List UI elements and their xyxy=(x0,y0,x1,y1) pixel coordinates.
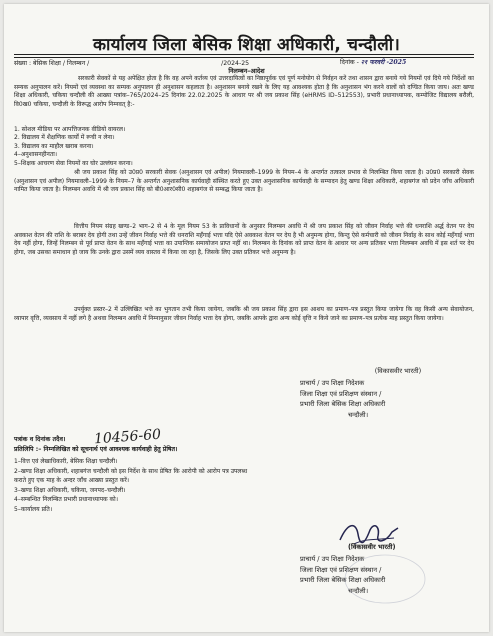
signature-block-1 xyxy=(328,366,468,377)
header-rule-top xyxy=(14,54,474,55)
letter-date xyxy=(340,59,406,67)
date-label: दिनांक - xyxy=(340,59,359,66)
copy-recipient: 4–सम्बन्धित निलम्बित प्रभारी प्रधानाध्यापक को। xyxy=(14,496,118,504)
office-header-title: कार्यालय जिला बेसिक शिक्षा अधिकारी, चन्दौली। xyxy=(92,35,401,55)
letter-page xyxy=(4,4,489,632)
designation-line: प्राचार्य / उप शिक्षा निदेशक xyxy=(300,379,365,387)
designation-line: चन्दौली। xyxy=(348,586,369,595)
copy-recipient: 1–वित्त एवं लेखाधिकारी, बेसिक शिक्षा चन्दौली। xyxy=(14,458,118,465)
designation-line: चन्दौली। xyxy=(348,410,369,419)
designation-line: जिला शिक्षा एवं प्रशिक्षण संस्थान / xyxy=(300,389,382,398)
paragraph-charges-intro: सरकारी सेवकों से यह अपेक्षित होता है कि वह अपने कर्तव्य एवं उत्तरदायित्वों का निष्ठापूर्वक एवं पूर्ण मनोयोग से निर्वहन करें तथा शासन द्वारा बनाये गये नियमों एवं दिये गये निर्देशों का सम्यक अनुपालन करें। नियमों एवं व्यवस्था का सम्यक अनुपालन ही अनुशासन कहलाता है। अनुशासन बनाये रखने के लिए यह आवश्यक होता है कि अनुशासन भंग करने वालों को दण्डित किया जाय। अतः खण्ड शिक्षा अधिकारी, चकिया चन्दौली की आख्या पत्रांक–765/2024–25 दिनांक 22.02.2025 के आधार पर श्री जय प्रकाश सिंह (eHRMS ID–512553), प्रभारी प्रधानाध्यापक, कम्पोजिट विद्यालय बरौली, वि0ख0 चकिया, चन्दौली के विरूद्ध आरोप निम्नवत् है:- xyxy=(14,75,474,108)
designation-line: प्राचार्य / उप शिक्षा निदेशक xyxy=(300,555,365,563)
charge-item: 4–अनुशासनहीनता। xyxy=(14,151,58,159)
signature-designation-1 xyxy=(300,378,385,420)
charges-list xyxy=(14,126,133,168)
copy-reference-label: पत्रांक व दिनांक तदैव। xyxy=(14,436,66,443)
copy-reference-number: 10456-60 xyxy=(93,426,162,448)
paragraph-suspension: श्री जय प्रकाश सिंह को उ0प्र0 सरकारी सेवक (अनुशासन एवं अपील) नियमावली–1999 के नियम–4 के अन्तर्गत तत्काल प्रभाव से निलम्बित किया जाता है। उ0प्र0 सरकारी सेवक (अनुशासन एवं अपील) नियमावली–1999 के नियम–7 के अन्तर्गत अनुशासनिक कार्यवाही संस्थित करते हुए उक्त अनुशासनिक कार्यवाही के सम्पादन हेतु खण्ड शिक्षा अधिकारी, शहाबगंज को प्रदेन जाँच अधिकारी नामित किया जाता है। निलम्बन अवधि में श्री जय प्रकाश सिंह को बी0आर0सी0 शहाबगंज से सम्बद्ध किया जाता है। xyxy=(14,169,474,194)
official-stamp xyxy=(340,550,430,608)
copy-recipient: 2–खण्ड शिक्षा अधिकारी, शहाबगंज चन्दौली को इस निर्देश के साथ प्रेषित कि आरोपी को आरोप पत्र उपलब्ध xyxy=(14,467,248,475)
date-handwritten: २१ फरवरी -2025 xyxy=(360,59,407,66)
charge-item: 5–शिक्षक आचरण सेवा नियमों का घोर उल्लंघन करना। xyxy=(14,159,133,167)
reference-suffix: /2024-25 xyxy=(221,60,250,67)
charge-item: 3. विद्यालय का माहौल खराब करना। xyxy=(14,142,94,150)
paragraph-allowance: वित्तीय नियम संग्रह खण्ड–2 भाग–2 से 4 के मूल नियम 53 के प्राविधानों के अनुसार निलम्बन अवधि में श्री जय प्रकाश सिंह को जीवन निर्वाह भत्ते की धनराशि अर्द्ध वेतन पर देय अवकाश वेतन की राशि के बराबर देय होगी तथा उन्हें जीवन निर्वाह भत्ते की धनराशि महँगाई भत्ता यदि ऐसे अवकाश वेतन पर देय है भी अनुमन्य होगा, किन्तु ऐसे कर्मचारी को जीवन निर्वाह के साथ कोई महँगाई भत्ता देय नहीं होगा, जिन्हें निलम्बन से पूर्व प्राप्त वेतन के साथ महँगाई भत्ता का उपान्तिक समायोजन प्राप्त नहीं था। निलम्बन के दिनांक को प्राप्त वेतन के आधार पर अन्य प्रतिकर भत्ता निलम्बन अवधि में इस शर्त पर देय होगा, जब उसका समाधान हो जाय कि उनके द्वारा उसमें व्यय वास्तव में किया जा रहा है, जिसके लिए उक्त प्रतिकर भत्ते अनुमन्य है। xyxy=(14,223,474,256)
copy-recipient: कराते हुए एक माह के अन्दर जाँच आख्या प्रस्तुत करें। xyxy=(14,477,130,485)
designation-line: प्रभारी जिला बेसिक शिक्षा अधिकारी xyxy=(300,400,386,408)
reference-label: संख्या : बेसिक शिक्षा / निलम्बन / xyxy=(14,60,90,67)
copy-recipients-list xyxy=(14,457,247,515)
copy-recipient: 3–खण्ड शिक्षा अधिकारी, चकिया, जनपद–चन्दौली। xyxy=(14,486,126,494)
paragraph-certificate: उपर्युक्त प्रस्तर–2 में उल्लिखित भत्ते का भुगतान तभी किया जायेगा, जबकि श्री जय प्रकाश सिंह द्वारा इस आशय का प्रमाण–पत्र प्रस्तुत किया जायेगा कि वह किसी अन्य सेवायोजन, व्यापार वृत्ति, व्यवसाय में नहीं लगे है अथवा निलम्बन अवधि में निम्नानुसार जीवन निर्वाह भत्ता देय होगा, जबकि आपके द्वारा अन्य कोई वृत्ति न किये जाने का प्रमाण–पत्र प्रत्येक माह प्रस्तुत किया जायेगा। xyxy=(14,306,474,322)
charge-item: 2. विद्यालय में शैक्षणिक कार्यों में रूची न लेना। xyxy=(14,134,115,142)
charge-item: 1. सोशल मीडिया पर आपत्तिजनक वीडियो वायरल। xyxy=(14,126,126,133)
order-title: निलम्बन–आदेश xyxy=(228,67,265,75)
header-rule-bottom xyxy=(14,57,474,58)
copy-intro: प्रतिलिपि :– निम्नलिखित को सूचनार्थ एवं आवश्यक कार्यवाही हेतु प्रेषित। xyxy=(14,446,178,453)
signatory-name: (विकासवीर भारती) xyxy=(348,543,396,551)
designation-line: प्रभारी जिला बेसिक शिक्षा अधिकारी xyxy=(300,576,386,584)
signatory-name: (विकासवीर भारती) xyxy=(374,367,422,375)
copy-recipient: 5–कार्यालय प्रति। xyxy=(14,505,53,513)
designation-line: जिला शिक्षा एवं प्रशिक्षण संस्थान / xyxy=(300,565,382,574)
